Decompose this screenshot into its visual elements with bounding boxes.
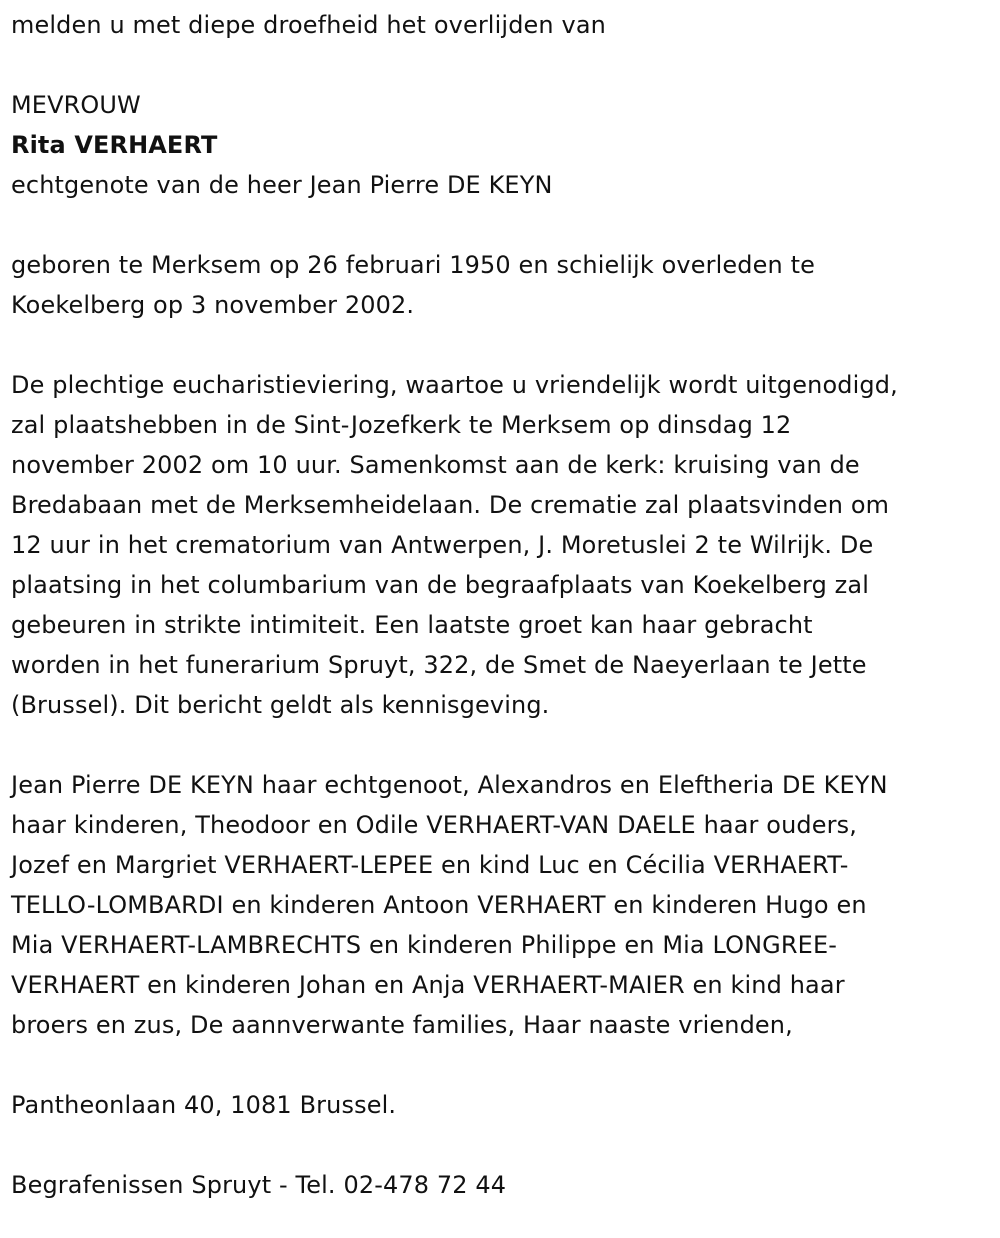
paragraph-line: VERHAERT en kinderen Johan en Anja VERHAERT-MAIER en kind haar — [11, 971, 845, 999]
spacer — [11, 45, 991, 85]
paragraph-line: Jean Pierre DE KEYN haar echtgenoot, Alexandros en Eleftheria DE KEYN — [11, 771, 888, 799]
paragraph-line: zal plaatshebben in de Sint-Jozefkerk te Merksem op dinsdag 12 — [11, 411, 792, 439]
spacer — [11, 325, 991, 365]
funeral-home-contact: Begrafenissen Spruyt - Tel. 02-478 72 44 — [11, 1171, 507, 1199]
paragraph-line: gebeuren in strikte intimiteit. Een laatste groet kan haar gebracht — [11, 611, 813, 639]
paragraph-line: worden in het funerarium Spruyt, 322, de Smet de Naeyerlaan te Jette — [11, 651, 867, 679]
spouse-line: echtgenote van de heer Jean Pierre DE KEYN — [11, 171, 553, 199]
paragraph-line: broers en zus, De aannverwante families, Haar naaste vrienden, — [11, 1011, 793, 1039]
paragraph-line: De plechtige eucharistieviering, waartoe u vriendelijk wordt uitgenodigd, — [11, 371, 898, 399]
paragraph-line: Jozef en Margriet VERHAERT-LEPEE en kind Luc en Cécilia VERHAERT- — [11, 851, 849, 879]
paragraph-line: Koekelberg op 3 november 2002. — [11, 291, 415, 319]
spacer — [11, 1045, 991, 1085]
address: Pantheonlaan 40, 1081 Brussel. — [11, 1091, 397, 1119]
paragraph-line: TELLO-LOMBARDI en kinderen Antoon VERHAERT en kinderen Hugo en — [11, 891, 867, 919]
family-paragraph — [11, 765, 991, 1045]
paragraph-line: geboren te Merksem op 26 februari 1950 en schielijk overleden te — [11, 251, 815, 279]
ceremony-paragraph — [11, 365, 991, 725]
paragraph-line: haar kinderen, Theodoor en Odile VERHAERT-VAN DAELE haar ouders, — [11, 811, 857, 839]
spacer — [11, 725, 991, 765]
spacer — [11, 1125, 991, 1165]
paragraph-line: (Brussel). Dit bericht geldt als kennisgeving. — [11, 691, 550, 719]
obituary-notice — [11, 0, 991, 1205]
paragraph-line: 12 uur in het crematorium van Antwerpen, J. Moretuslei 2 te Wilrijk. De — [11, 531, 874, 559]
spacer — [11, 205, 991, 245]
deceased-name: Rita VERHAERT — [11, 131, 218, 159]
paragraph-line: november 2002 om 10 uur. Samenkomst aan de kerk: kruising van de — [11, 451, 860, 479]
paragraph-line: Bredabaan met de Merksemheidelaan. De crematie zal plaatsvinden om — [11, 491, 890, 519]
birth-death-paragraph — [11, 245, 991, 325]
intro-text: melden u met diepe droefheid het overlijden van — [11, 11, 606, 39]
paragraph-line: plaatsing in het columbarium van de begraafplaats van Koekelberg zal — [11, 571, 870, 599]
paragraph-line: Mia VERHAERT-LAMBRECHTS en kinderen Philippe en Mia LONGREE- — [11, 931, 838, 959]
honorific: MEVROUW — [11, 91, 141, 119]
